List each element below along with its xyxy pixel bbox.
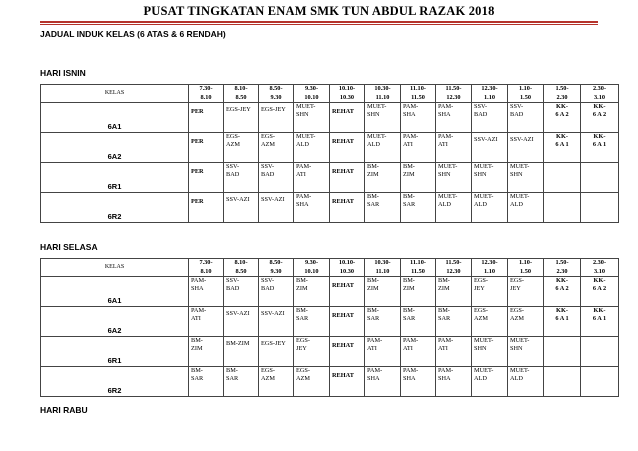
timetable-cell: KK- 6 A 2 — [581, 103, 619, 133]
timetable-cell: PAM- SHA — [189, 277, 224, 307]
timetable-cell: BM- ZIM — [294, 277, 330, 307]
timetable-cell: PAM- ATI — [189, 307, 224, 337]
timetable-cell: BM- SAR — [401, 193, 436, 223]
day-heading-isnin: HARI ISNIN — [40, 68, 86, 78]
timetable-cell: BM- ZIM — [365, 163, 401, 193]
timetable-cell: SSV-AZI — [259, 193, 294, 223]
timetable-cell: EGS- AZM — [294, 367, 330, 397]
timetable-cell — [544, 193, 581, 223]
timetable-cell — [581, 367, 619, 397]
day-heading-selasa: HARI SELASA — [40, 242, 98, 252]
class-name-cell: 6R2 — [41, 367, 189, 397]
timetable-cell: PAM- ATI — [401, 133, 436, 163]
timetable-cell: MUET- ALD — [294, 133, 330, 163]
table-row — [41, 193, 619, 223]
time-slot-header: 1.10- 1.50 — [508, 85, 544, 103]
timetable-cell: PAM- SHA — [436, 103, 472, 133]
timetable-cell: MUET- SHN — [508, 337, 544, 367]
timetable-cell: SSV- BAD — [508, 103, 544, 133]
timetable-cell: SSV-AZI — [508, 133, 544, 163]
timetable-cell: REHAT — [330, 277, 365, 307]
timetable-cell: BM- ZIM — [401, 277, 436, 307]
timetable-isnin — [40, 84, 619, 223]
timetable-cell: BM- SAR — [401, 307, 436, 337]
timetable-cell: REHAT — [330, 103, 365, 133]
timetable-cell: MUET- SHN — [365, 103, 401, 133]
class-name-cell: 6A1 — [41, 277, 189, 307]
timetable-cell: MUET- ALD — [508, 367, 544, 397]
timetable-cell: MUET- ALD — [472, 367, 508, 397]
timetable-cell — [581, 163, 619, 193]
kelas-header: KELAS — [41, 85, 189, 103]
class-name-cell: 6R1 — [41, 163, 189, 193]
time-slot-header: 11.50- 12.30 — [436, 259, 472, 277]
timetable-cell: PAM- ATI — [365, 337, 401, 367]
table-row — [41, 133, 619, 163]
timetable-cell: EGS- AZM — [472, 307, 508, 337]
document-subtitle: JADUAL INDUK KELAS (6 ATAS & 6 RENDAH) — [40, 29, 226, 39]
timetable-cell: BM- SAR — [224, 367, 259, 397]
timetable-cell: SSV- BAD — [224, 163, 259, 193]
time-slot-header: 2.30- 3.10 — [581, 85, 619, 103]
timetable-cell: BM- SAR — [294, 307, 330, 337]
timetable-cell: BM- SAR — [189, 367, 224, 397]
timetable-cell: PAM- SHA — [401, 367, 436, 397]
timetable-cell: SSV- BAD — [259, 277, 294, 307]
timetable-cell: REHAT — [330, 193, 365, 223]
timetable-cell: KK- 6 A 1 — [544, 133, 581, 163]
timetable-cell: SSV-AZI — [224, 307, 259, 337]
table-row — [41, 307, 619, 337]
timetable-cell: PAM- SHA — [401, 103, 436, 133]
time-slot-header: 8.10- 8.50 — [224, 259, 259, 277]
timetable-cell: MUET- ALD — [365, 133, 401, 163]
timetable-cell: KK- 6 A 2 — [544, 103, 581, 133]
timetable-cell: BM- SAR — [365, 193, 401, 223]
timetable-cell: SSV-AZI — [472, 133, 508, 163]
timetable-cell: SSV- BAD — [259, 163, 294, 193]
timetable-cell: EGS- AZM — [259, 133, 294, 163]
timetable-cell: EGS- AZM — [259, 367, 294, 397]
table-row — [41, 277, 619, 307]
timetable-cell: SSV-AZI — [224, 193, 259, 223]
timetable-cell: KK- 6 A 2 — [581, 277, 619, 307]
class-name-cell: 6A1 — [41, 103, 189, 133]
time-slot-header: 2.30- 3.10 — [581, 259, 619, 277]
timetable-cell: REHAT — [330, 337, 365, 367]
timetable-cell — [544, 337, 581, 367]
timetable-cell: BM- SAR — [436, 307, 472, 337]
timetable-cell — [544, 163, 581, 193]
table-row — [41, 367, 619, 397]
timetable-cell: MUET- ALD — [436, 193, 472, 223]
timetable-cell: BM- ZIM — [436, 277, 472, 307]
timetable-cell: MUET- SHN — [472, 163, 508, 193]
time-slot-header: 1.50- 2.30 — [544, 259, 581, 277]
day-heading-rabu: HARI RABU — [40, 405, 88, 415]
time-slot-header: 9.30- 10.10 — [294, 85, 330, 103]
timetable-cell: PER — [189, 103, 224, 133]
time-slot-header: 8.50- 9.30 — [259, 85, 294, 103]
time-slot-header: 10.10- 10.30 — [330, 259, 365, 277]
header-row — [41, 259, 619, 277]
timetable-cell: KK- 6 A 1 — [581, 133, 619, 163]
timetable-cell: BM- SAR — [365, 307, 401, 337]
timetable-cell: REHAT — [330, 307, 365, 337]
time-slot-header: 9.30- 10.10 — [294, 259, 330, 277]
timetable-cell: BM-ZIM — [224, 337, 259, 367]
table-row — [41, 163, 619, 193]
time-slot-header: 11.10- 11.50 — [401, 85, 436, 103]
timetable-cell: MUET- SHN — [436, 163, 472, 193]
time-slot-header: 1.10- 1.50 — [508, 259, 544, 277]
timetable-cell: KK- 6 A 1 — [581, 307, 619, 337]
timetable-cell: PAM- ATI — [294, 163, 330, 193]
class-name-cell: 6R2 — [41, 193, 189, 223]
timetable-cell: EGS- JEY — [472, 277, 508, 307]
document-title: PUSAT TINGKATAN ENAM SMK TUN ABDUL RAZAK 2018 — [143, 4, 495, 18]
timetable-cell: EGS- AZM — [224, 133, 259, 163]
timetable-cell: BM- ZIM — [365, 277, 401, 307]
time-slot-header: 8.10- 8.50 — [224, 85, 259, 103]
timetable-cell: PAM- SHA — [365, 367, 401, 397]
timetable-cell: SSV- BAD — [472, 103, 508, 133]
title-rule-thin — [40, 24, 598, 25]
timetable-cell: KK- 6 A 1 — [544, 307, 581, 337]
timetable-cell: SSV-AZI — [259, 307, 294, 337]
timetable-cell — [581, 193, 619, 223]
timetable-cell: REHAT — [330, 367, 365, 397]
timetable-cell: EGS- AZM — [508, 307, 544, 337]
time-slot-header: 8.50- 9.30 — [259, 259, 294, 277]
timetable-cell — [581, 337, 619, 367]
timetable-selasa — [40, 258, 619, 397]
timetable-cell: PAM- ATI — [436, 337, 472, 367]
timetable-cell — [544, 367, 581, 397]
timetable-cell: KK- 6 A 2 — [544, 277, 581, 307]
timetable-cell: PAM- ATI — [401, 337, 436, 367]
timetable-cell: MUET- SHN — [472, 337, 508, 367]
timetable-cell: PAM- SHA — [436, 367, 472, 397]
time-slot-header: 7.30- 8.10 — [189, 85, 224, 103]
timetable-cell: REHAT — [330, 133, 365, 163]
timetable-cell: BM- ZIM — [401, 163, 436, 193]
table-row — [41, 103, 619, 133]
time-slot-header: 7.30- 8.10 — [189, 259, 224, 277]
time-slot-header: 12.30- 1.10 — [472, 259, 508, 277]
time-slot-header: 12.30- 1.10 — [472, 85, 508, 103]
timetable-cell: EGS-JEY — [259, 337, 294, 367]
header-row — [41, 85, 619, 103]
timetable-cell: SSV- BAD — [224, 277, 259, 307]
timetable-cell: EGS-JEY — [224, 103, 259, 133]
timetable-cell: PAM- ATI — [436, 133, 472, 163]
timetable-cell: PER — [189, 163, 224, 193]
timetable-cell: REHAT — [330, 163, 365, 193]
timetable-cell: EGS-JEY — [259, 103, 294, 133]
timetable-cell: MUET- SHN — [294, 103, 330, 133]
timetable-cell: MUET- ALD — [508, 193, 544, 223]
timetable-cell: PER — [189, 133, 224, 163]
time-slot-header: 10.30- 11.10 — [365, 85, 401, 103]
timetable-cell: PER — [189, 193, 224, 223]
time-slot-header: 10.30- 11.10 — [365, 259, 401, 277]
time-slot-header: 1.50- 2.30 — [544, 85, 581, 103]
timetable-cell: MUET- SHN — [508, 163, 544, 193]
timetable-cell: EGS- JEY — [508, 277, 544, 307]
timetable-cell: EGS- JEY — [294, 337, 330, 367]
table-row — [41, 337, 619, 367]
kelas-header: KELAS — [41, 259, 189, 277]
title-rule — [40, 21, 598, 23]
class-name-cell: 6A2 — [41, 133, 189, 163]
timetable-cell: BM- ZIM — [189, 337, 224, 367]
timetable-cell: MUET- ALD — [472, 193, 508, 223]
timetable-cell: PAM- SHA — [294, 193, 330, 223]
class-name-cell: 6A2 — [41, 307, 189, 337]
time-slot-header: 10.10- 10.30 — [330, 85, 365, 103]
time-slot-header: 11.10- 11.50 — [401, 259, 436, 277]
time-slot-header: 11.50- 12.30 — [436, 85, 472, 103]
class-name-cell: 6R1 — [41, 337, 189, 367]
